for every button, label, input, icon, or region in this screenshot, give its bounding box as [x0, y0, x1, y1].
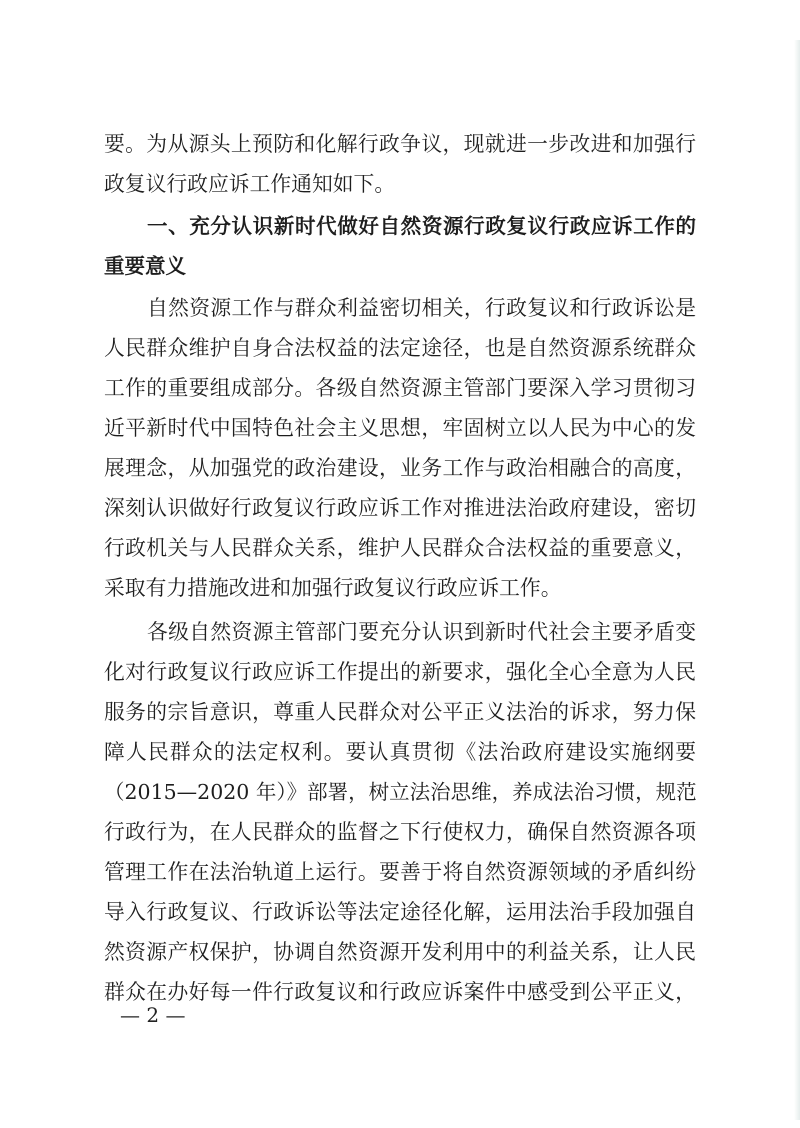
page-number: — 2 — — [120, 1003, 186, 1027]
body-line-19: 管理工作在法治轨道上运行。要善于将自然资源领域的矛盾纠纷 — [104, 860, 696, 884]
body-line-7: 工作的重要组成部分。各级自然资源主管部门要深入学习贯彻习 — [104, 376, 696, 400]
body-line-12: 采取有力措施改进和加强行政复议行政应诉工作。 — [104, 576, 562, 600]
body-line-10: 深刻认识做好行政复议行政应诉工作对推进法治政府建设，密切 — [104, 496, 696, 520]
body-line-14: 化对行政复议行政应诉工作提出的新要求，强化全心全意为人民 — [104, 660, 696, 684]
page-edge-shadow — [794, 40, 800, 1120]
body-line-6: 人民群众维护自身合法权益的法定途径，也是自然资源系统群众 — [104, 336, 696, 360]
body-line-18: 行政行为，在人民群众的监督之下行使权力，确保自然资源各项 — [104, 820, 696, 844]
body-line-16: 障人民群众的法定权利。要认真贯彻《法治政府建设实施纲要 — [104, 740, 696, 764]
body-line-15: 服务的宗旨意识，尊重人民群众对公平正义法治的诉求，努力保 — [104, 700, 696, 724]
body-line-11: 行政机关与人民群众关系，维护人民群众合法权益的重要意义， — [104, 536, 696, 560]
body-line-13: 各级自然资源主管部门要充分认识到新时代社会主要矛盾变 — [147, 620, 696, 644]
body-line-1: 要。为从源头上预防和化解行政争议，现就进一步改进和加强行 — [104, 132, 696, 156]
body-line-22: 群众在办好每一件行政复议和行政应诉案件中感受到公平正义， — [104, 980, 696, 1004]
section-heading-line-2: 重要意义 — [104, 254, 186, 278]
body-line-21: 然资源产权保护，协调自然资源开发利用中的利益关系，让人民 — [104, 940, 696, 964]
section-heading-line-1: 一、充分认识新时代做好自然资源行政复议行政应诉工作的 — [147, 214, 696, 238]
body-line-5: 自然资源工作与群众利益密切相关，行政复议和行政诉讼是 — [147, 296, 696, 320]
body-line-20: 导入行政复议、行政诉讼等法定途径化解，运用法治手段加强自 — [104, 900, 696, 924]
body-line-2: 政复议行政应诉工作通知如下。 — [104, 172, 396, 196]
body-line-17: （2015—2020 年）》部署，树立法治思维，养成法治习惯，规范 — [104, 780, 697, 804]
body-line-9: 展理念，从加强党的政治建设，业务工作与政治相融合的高度， — [104, 456, 696, 480]
body-line-8: 近平新时代中国特色社会主义思想，牢固树立以人民为中心的发 — [104, 416, 696, 440]
